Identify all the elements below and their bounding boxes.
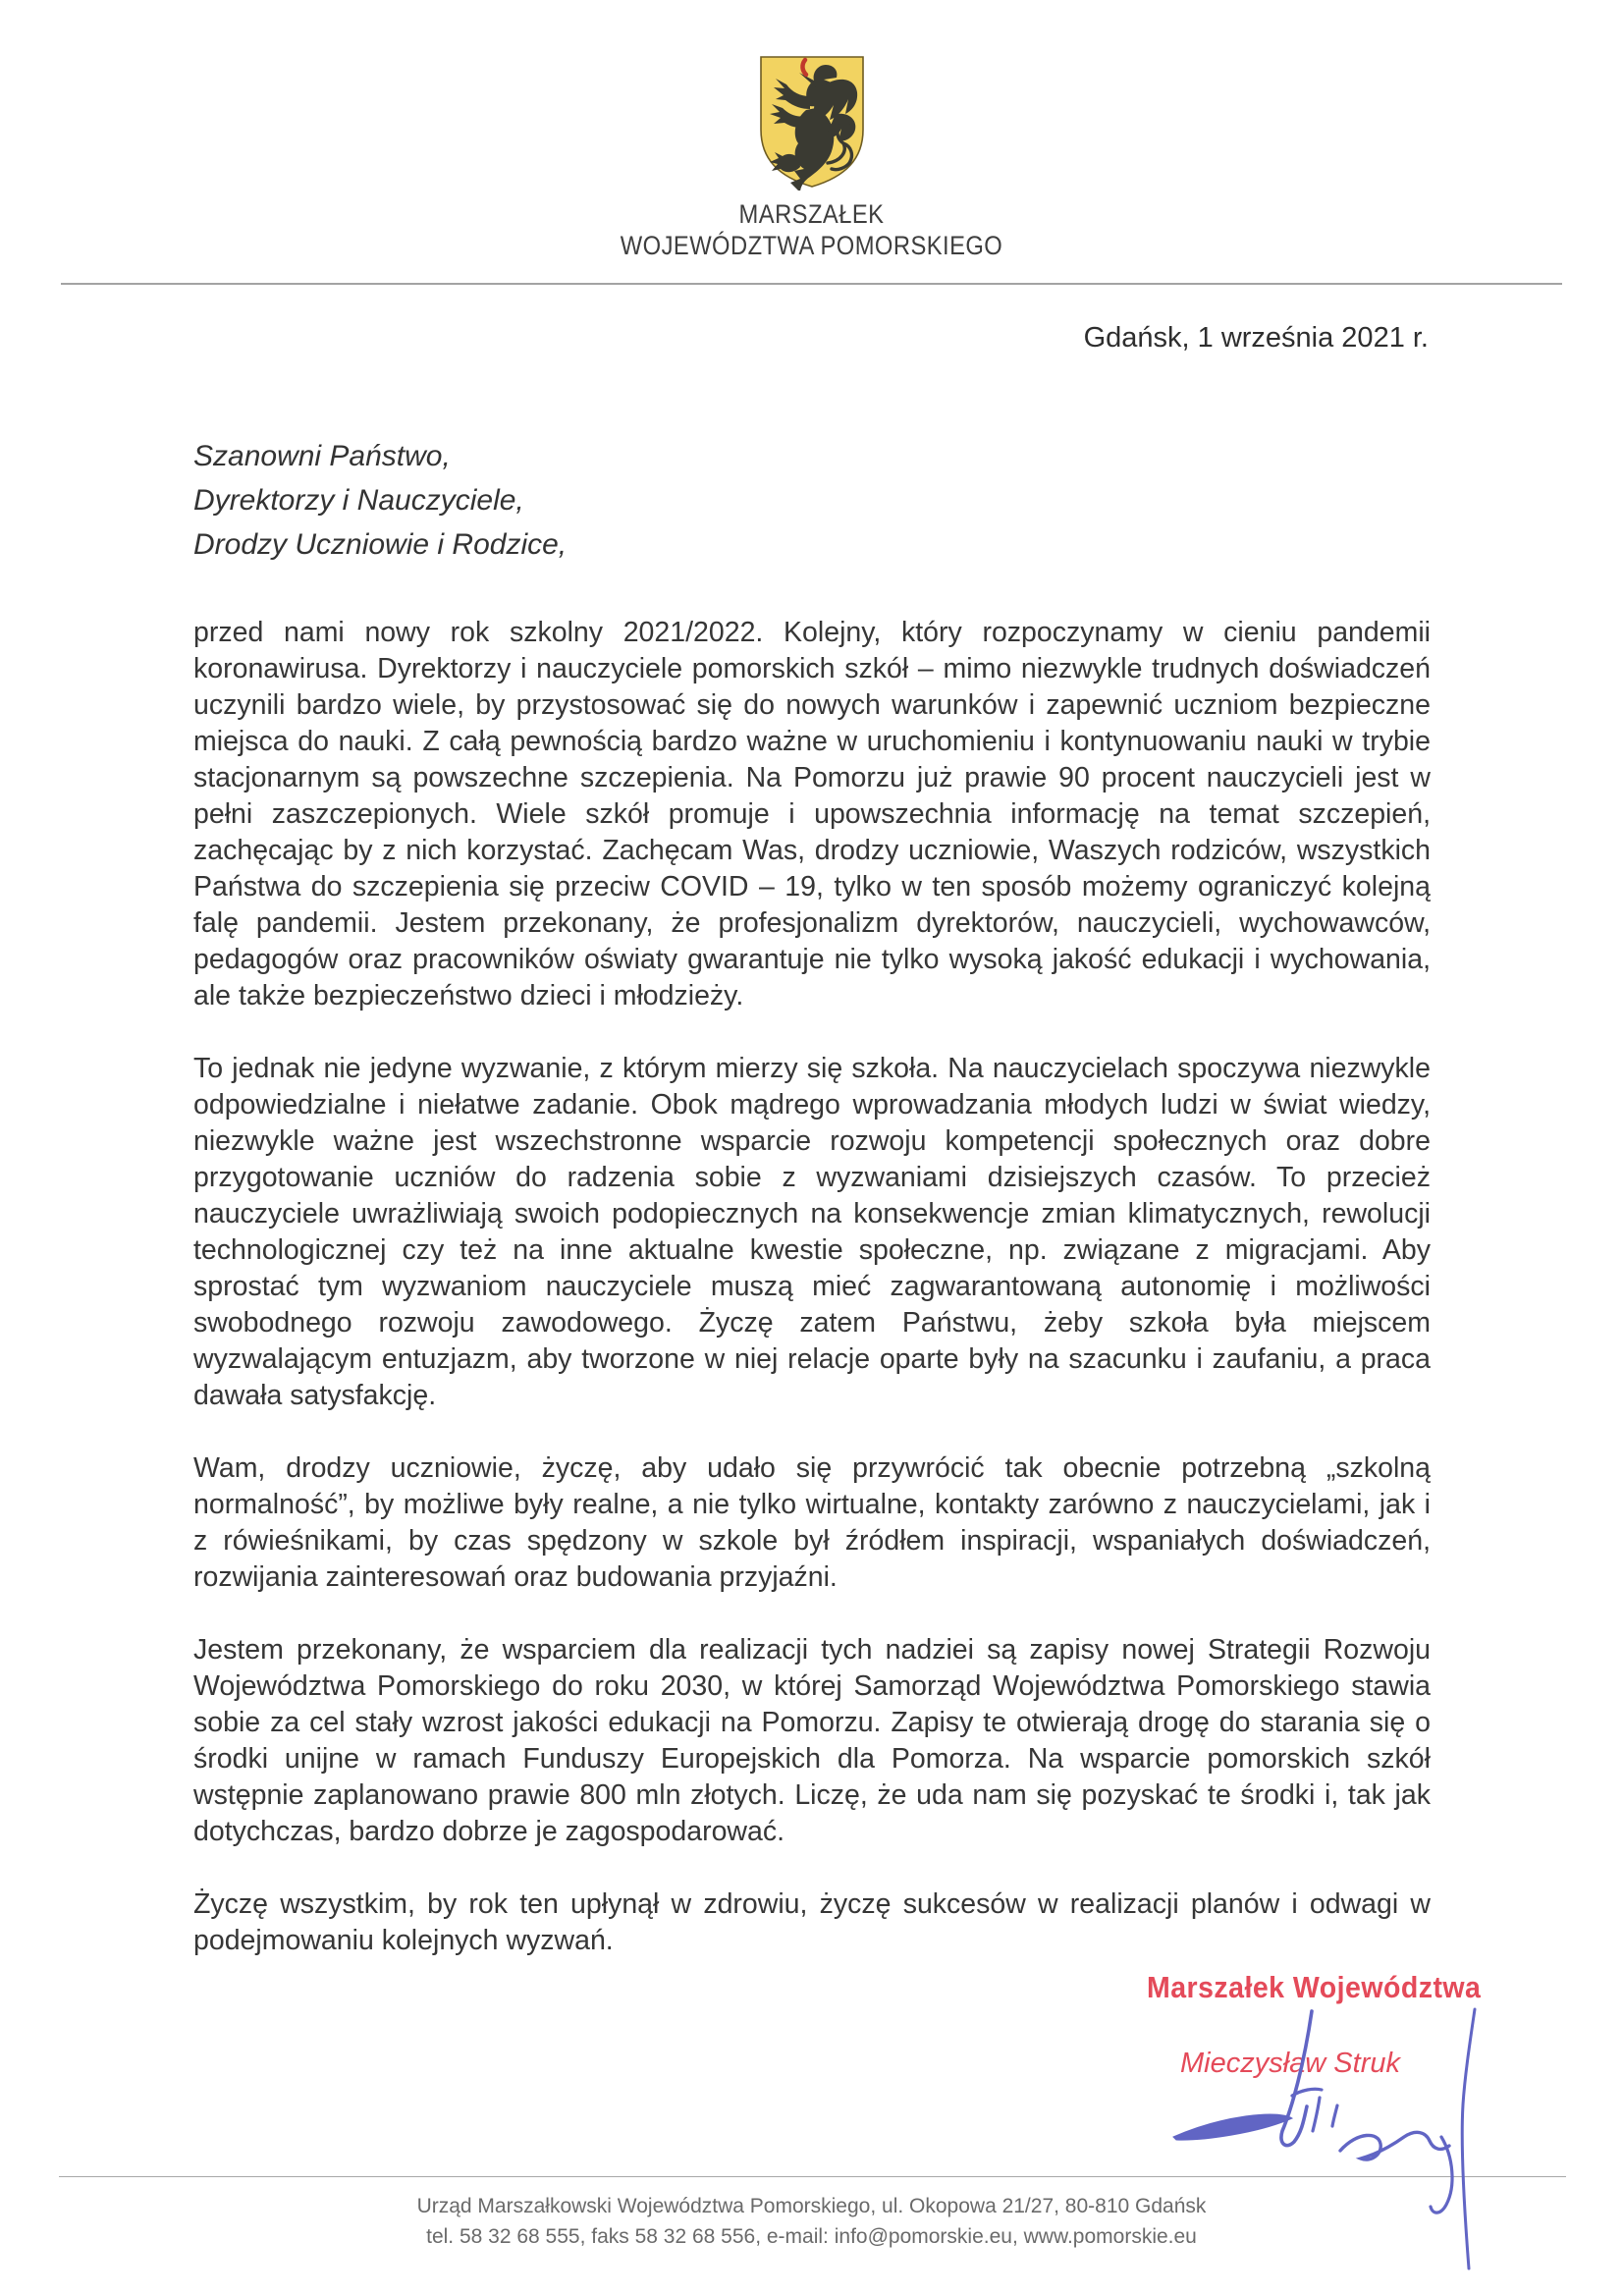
body-paragraph: To jednak nie jedyne wyzwanie, z którym mierzy się szkoła. Na nauczycielach spoczywa niezwykle odpowiedzialne i niełatwe zadanie. Obok mądrego wprowadzania młodych ludzi w świat wiedzy, niezwykle ważne jest wszechstronne wsparcie rozwoju kompetencji społecznych oraz dobre przygotowanie uczniów do radzenia sobie z wyzwaniami dzisiejszych czasów. To przecież nauczyciele uwrażliwiają swoich podopiecznych na konsekwencje zmian klimatycznych, rewolucji technologicznej czy też na inne aktualne kwestie społeczne, np. związane z migracjami. Aby sprostać tym wyzwaniom nauczyciele muszą mieć zagwarantowaną autonomię i możliwości swobodnego rozwoju zawodowego. Życzę zatem Państwu, żeby szkoła była miejscem wyzwalającym entuzjazm, aby tworzone w niej relacje oparte były na szacunku i zaufaniu, a praca dawała satysfakcję. xyxy=(193,1053,1431,1411)
footer-contact-line: tel. 58 32 68 555, faks 58 32 68 556, e-mail: info@pomorskie.eu, www.pomorskie.eu xyxy=(426,2225,1197,2248)
footer-address-line: Urząd Marszałkowski Województwa Pomorskiego, ul. Okopowa 21/27, 80-810 Gdańsk xyxy=(416,2195,1207,2217)
body-paragraph: Wam, drodzy uczniowie, życzę, aby udało się przywrócić tak obecnie potrzebną „szkolną normalność”, by możliwe były realne, a nie tylko wirtualne, kontakty zarówno z nauczycielami, jak i z rówieśnikami, by czas spędzony w szkole był źródłem inspiracji, wspaniałych doświadczeń, rozwijania zainteresowań oraz budowania przyjaźni. xyxy=(193,1452,1431,1593)
pomeranian-coat-of-arms-icon xyxy=(755,53,869,191)
handwritten-signature xyxy=(1129,1982,1522,2288)
body-paragraph: Jestem przekonany, że wsparciem dla realizacji tych nadziei są zapisy nowej Strategii Rozwoju Województwa Pomorskiego do roku 2030, w której Samorząd Województwa Pomorskiego stawia sobie za cel stały wzrost jakości edukacji na Pomorzu. Zapisy te otwierają drogę do starania się o środki unijne w ramach Funduszy Europejskich dla Pomorza. Na wsparcie pomorskich szkół wstępnie zaplanowano prawie 800 mln złotych. Liczę, że uda nam się pozyskać te środki i, tak jak dotychczas, bardzo dobrze je zagospodarować. xyxy=(193,1634,1431,1847)
salutation-line: Drodzy Uczniowie i Rodzice, xyxy=(193,528,568,561)
date-line: Gdańsk, 1 września 2021 r. xyxy=(1083,322,1429,354)
body-paragraph: przed nami nowy rok szkolny 2021/2022. Kolejny, który rozpoczynamy w cieniu pandemii koronawirusa. Dyrektorzy i nauczyciele pomorskich szkół – mimo niezwykle trudnych doświadczeń uczynili bardzo wiele, by przystosować się do nowych warunków i zapewnić uczniom bezpieczne miejsca do nauki. Z całą pewnością bardzo ważne w uruchomieniu i kontynuowaniu nauki w trybie stacjonarnym są powszechne szczepienia. Na Pomorzu już prawie 90 procent nauczycieli jest w pełni zaszczepionych. Wiele szkół promuje i upowszechnia informację na temat szczepień, zachęcając by z nich korzystać. Zachęcam Was, drodzy uczniowie, Waszych rodziców, wszystkich Państwa do szczepienia się przeciw COVID – 19, tylko w ten sposób możemy ograniczyć kolejną falę pandemii. Jestem przekonany, że profesjonalizm dyrektorów, nauczycieli, wychowawców, pedagogów oraz pracowników oświaty gwarantuje nie tylko wysoką jakość edukacji i wychowania, ale także bezpieczeństwo dzieci i młodzieży. xyxy=(193,617,1431,1011)
header-divider xyxy=(61,283,1562,285)
letter-body xyxy=(193,615,1431,1959)
salutation-line: Dyrektorzy i Nauczyciele, xyxy=(193,484,524,517)
letterhead-title-line1: MARSZAŁEK xyxy=(738,199,885,229)
letterhead-title-line2: WOJEWÓDZTWA POMORSKIEGO xyxy=(620,231,1003,260)
stamp-title: Marszałek Województwa xyxy=(1147,1970,1482,2004)
body-paragraph: Życzę wszystkim, by rok ten upłynął w zdrowiu, życzę sukcesów w realizacji planów i odwagi w podejmowaniu kolejnych wyzwań. xyxy=(193,1888,1431,1956)
salutation-line: Szanowni Państwo, xyxy=(193,440,451,472)
salutation xyxy=(193,434,567,567)
letterhead xyxy=(0,199,1623,262)
stamp-signatory: Mieczysław Struk xyxy=(1180,2048,1400,2079)
